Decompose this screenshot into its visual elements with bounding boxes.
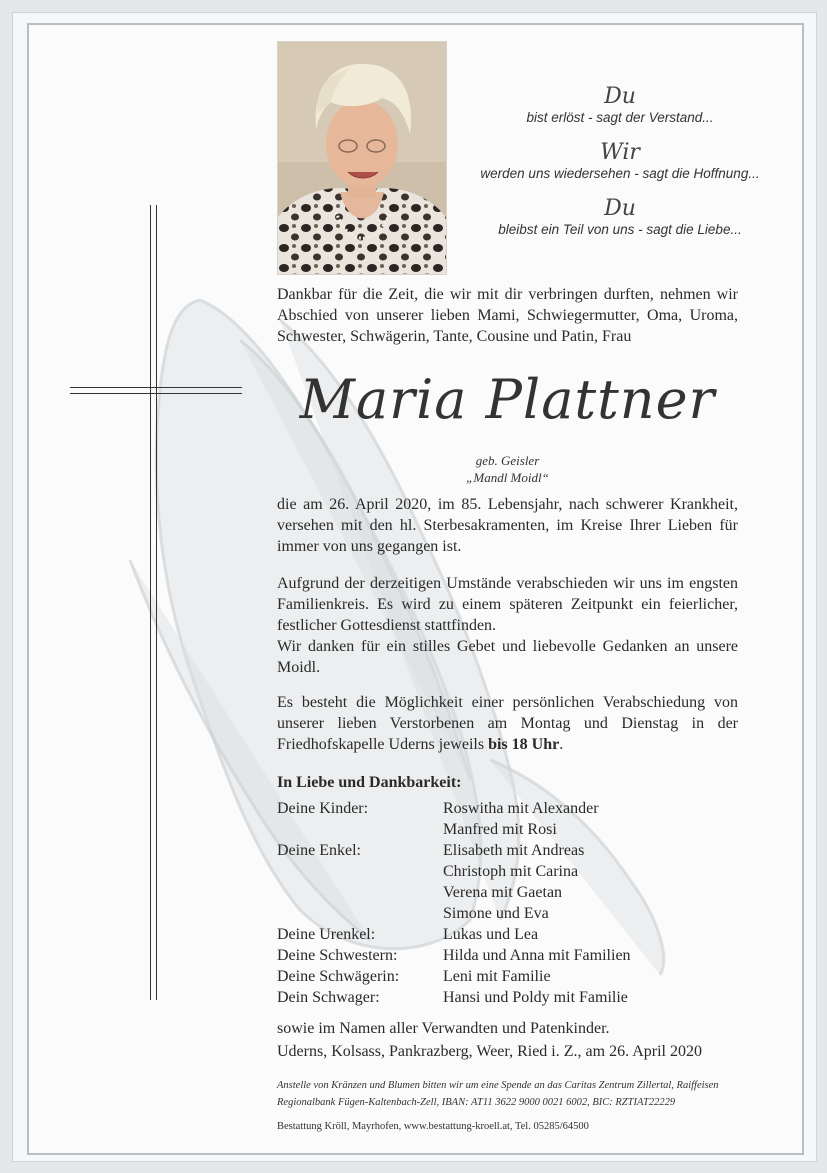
family-row [277,861,738,882]
family-row [277,798,738,819]
family-label: Deine Enkel: [277,842,361,859]
cross-vertical-bar [150,205,157,1000]
family-label: Dein Schwager: [277,989,380,1006]
family-label: Deine Kinder: [277,800,369,817]
verse-line-1: bist erlöst - sagt der Verstand... [526,110,714,125]
family-members: Simone und Eva [443,905,549,922]
nickname: „Mandl Moidl“ [466,470,549,485]
family-label: Deine Urenkel: [277,926,376,943]
family-members: Roswitha mit Alexander [443,800,599,817]
verse-block [455,85,785,239]
family-row [277,987,738,1008]
family-row [277,924,738,945]
family-title: In Liebe und Dankbarkeit: [277,774,462,791]
family-row [277,903,738,924]
farewell-text: Es besteht die Möglichkeit einer persönlichen Verabschiedung von unserer lieben Verstorbenen am Montag und Dienstag in der Friedhofskapelle Uderns jeweils [277,694,738,753]
verse-word-2: Wir [600,140,640,165]
circumstances-paragraph: Aufgrund der derzeitigen Umstände verabschieden wir uns im engsten Familienkreis. Es wird zu einem späteren Zeitpunkt ein feierlicher, festlicher Gottesdienst stattfinden. [277,575,738,634]
deceased-details [277,452,738,486]
place-date: Uderns, Kolsass, Pankrazberg, Weer, Ried i. Z., am 26. April 2020 [277,1043,702,1060]
family-members: Lukas und Lea [443,926,539,943]
family-closing: sowie im Namen aller Verwandten und Patenkinder. [277,1020,610,1037]
family-row [277,882,738,903]
farewell-end: . [559,736,564,753]
family-members: Verena mit Gaetan [443,884,563,901]
thanks-paragraph: Wir danken für ein stilles Gebet und liebevolle Gedanken an unsere Moidl. [277,638,738,676]
family-members: Hansi und Poldy mit Familie [443,989,628,1006]
family-label: Deine Schwestern: [277,947,398,964]
family-row [277,966,738,987]
family-members: Leni mit Familie [443,968,551,985]
undertaker-footer: Bestattung Kröll, Mayrhofen, www.bestattung-kroell.at, Tel. 05285/64500 [277,1121,589,1132]
verse-line-3: bleibst ein Teil von uns - sagt die Liebe... [498,222,742,237]
family-members: Manfred mit Rosi [443,821,557,838]
verse-line-2: werden uns wiedersehen - sagt die Hoffnung... [480,166,760,181]
family-label: Deine Schwägerin: [277,968,400,985]
family-row [277,945,738,966]
family-members: Elisabeth mit Andreas [443,842,585,859]
family-members: Christoph mit Carina [443,863,579,880]
birth-name: geb. Geisler [475,453,540,468]
family-row [277,819,738,840]
family-row [277,840,738,861]
death-notice: die am 26. April 2020, im 85. Lebensjahr, nach schwerer Krankheit, versehen mit den hl. Sterbesakramenten, im Kreise Ihrer Lieben für immer von uns gegangen ist. [277,496,738,555]
donation-note: Anstelle von Kränzen und Blumen bitten wir um eine Spende an das Caritas Zentrum Zillertal, Raiffeisen Regionalbank Fügen-Kaltenbach-Zell, IBAN: AT11 3622 9000 0021 6002, BIC: RZTIAT22229 [277,1080,719,1108]
portrait-photo [277,41,447,275]
farewell-time: bis 18 Uhr [488,736,560,753]
intro-paragraph: Dankbar für die Zeit, die wir mit dir verbringen durften, nehmen wir Abschied von unserer lieben Mami, Schwiegermutter, Oma, Uroma, Schwester, Schwägerin, Tante, Cousine und Patin, Frau [277,286,738,345]
farewell-paragraph [277,692,738,755]
family-members: Hilda und Anna mit Familien [443,947,631,964]
cross-horizontal-bar [70,387,242,394]
verse-word-3: Du [604,196,636,221]
verse-word-1: Du [604,84,636,109]
deceased-name: Maria Plattner [299,368,716,431]
